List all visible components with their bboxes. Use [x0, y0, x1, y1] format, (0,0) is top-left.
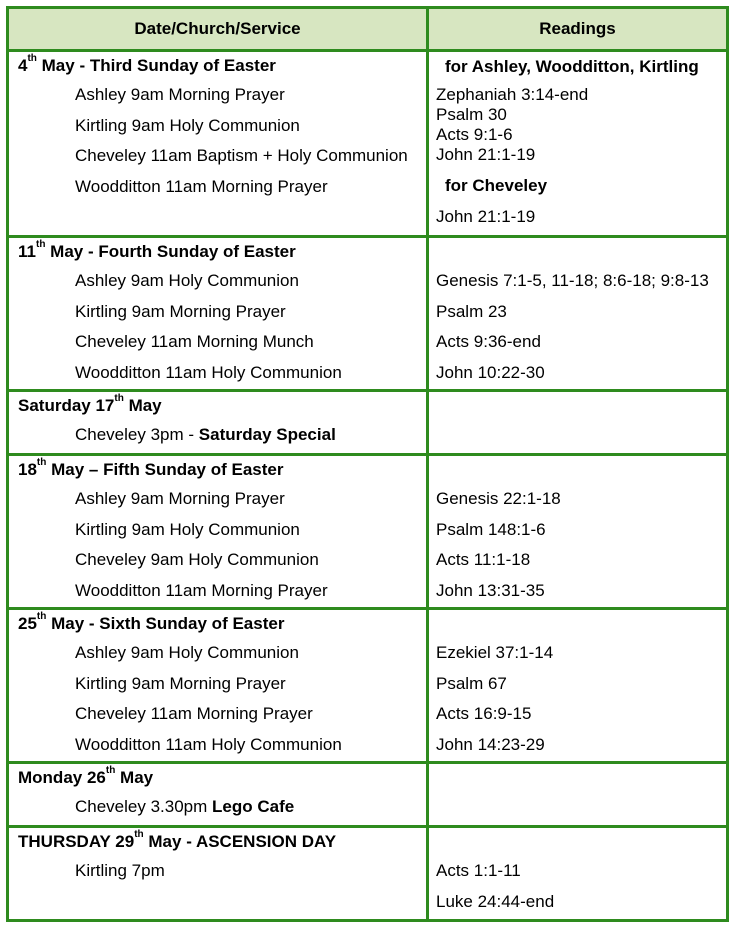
reading-item: Psalm 148:1-6: [436, 519, 546, 539]
readings-group-heading: for Ashley, Woodditton, Kirtling: [445, 57, 699, 76]
date-day: Monday 26: [18, 768, 106, 787]
date-heading: [9, 238, 426, 266]
date-day: THURSDAY 29: [18, 832, 135, 851]
reading-item: John 10:22-30: [436, 362, 545, 382]
service-text: Cheveley 3pm -: [75, 425, 199, 444]
date-day: 4: [18, 56, 28, 75]
reading-item: Genesis 7:1-5, 11-18; 8:6-18; 9:8-13: [436, 271, 709, 290]
service-highlight: Lego Cafe: [212, 797, 295, 816]
table-row: [8, 609, 728, 763]
col-header-services: Date/Church/Service: [8, 8, 428, 51]
date-day: Saturday 17: [18, 396, 115, 415]
reading-item: Psalm 30: [436, 105, 507, 124]
service-item: Woodditton 11am Holy Communion: [75, 734, 342, 754]
date-suffix: th: [105, 765, 116, 776]
table-row: [8, 827, 728, 921]
col-header-readings: Readings: [428, 8, 728, 51]
table-row: [8, 51, 728, 237]
date-suffix: th: [36, 611, 47, 622]
reading-item: Acts 1:1-11: [436, 861, 521, 880]
readings-cell: [428, 827, 728, 921]
services-cell: [8, 609, 428, 763]
readings-cell: [428, 51, 728, 237]
service-item: Kirtling 7pm: [75, 861, 165, 880]
service-item: Woodditton 11am Morning Prayer: [75, 176, 328, 196]
service-item: Cheveley 11am Baptism + Holy Communion: [75, 146, 408, 165]
reading-item: John 13:31-35: [436, 580, 545, 600]
service-item: Ashley 9am Morning Prayer: [75, 489, 285, 508]
service-item: Woodditton 11am Holy Communion: [75, 362, 342, 382]
readings-group-heading: for Cheveley: [445, 176, 548, 195]
table-row: [8, 391, 728, 455]
spacer: [429, 238, 726, 266]
services-cell: [8, 763, 428, 827]
service-item: Kirtling 9am Morning Prayer: [75, 673, 286, 693]
service-item: Ashley 9am Morning Prayer: [75, 85, 285, 104]
date-title: May - Fourth Sunday of Easter: [45, 242, 296, 261]
service-item: [9, 792, 426, 823]
reading-item: Zephaniah 3:14-end: [436, 85, 589, 104]
reading-item: Acts 16:9-15: [436, 704, 532, 723]
readings-cell: [428, 455, 728, 609]
date-heading: [9, 52, 426, 80]
service-text: Cheveley 3.30pm: [75, 797, 213, 816]
reading-item: John 21:1-19: [436, 145, 536, 164]
table-row: [8, 237, 728, 391]
services-cell: [8, 237, 428, 391]
reading-item: Genesis 22:1-18: [436, 489, 561, 508]
services-cell: [8, 455, 428, 609]
service-item: Ashley 9am Holy Communion: [75, 643, 299, 662]
reading-item: John 21:1-19: [436, 206, 536, 226]
service-item: Cheveley 11am Morning Munch: [75, 332, 314, 351]
service-item: Kirtling 9am Holy Communion: [75, 115, 300, 135]
readings-cell: [428, 237, 728, 391]
services-cell: [8, 51, 428, 237]
reading-item: Psalm 67: [436, 673, 507, 693]
service-item: [9, 420, 426, 451]
table-row: [8, 763, 728, 827]
date-suffix: th: [35, 239, 46, 250]
readings-cell: [428, 609, 728, 763]
date-title: May: [123, 396, 162, 415]
date-title: May: [115, 768, 154, 787]
date-title: May – Fifth Sunday of Easter: [46, 460, 284, 479]
date-heading: [9, 456, 426, 484]
reading-item: Acts 11:1-18: [436, 550, 531, 569]
reading-item: John 14:23-29: [436, 734, 545, 754]
services-cell: [8, 827, 428, 921]
date-title: May - Third Sunday of Easter: [36, 56, 276, 75]
date-heading: [9, 610, 426, 638]
table-row: [8, 455, 728, 609]
service-item: Ashley 9am Holy Communion: [75, 271, 299, 290]
reading-item: Ezekiel 37:1-14: [436, 643, 554, 662]
date-heading: [9, 392, 426, 420]
date-day: 25: [18, 614, 37, 633]
service-item: Woodditton 11am Morning Prayer: [75, 580, 328, 600]
date-day: 18: [18, 460, 37, 479]
spacer: [429, 828, 726, 856]
service-highlight: Saturday Special: [198, 425, 336, 444]
reading-item: Luke 24:44-end: [436, 891, 555, 911]
spacer: [429, 610, 726, 638]
date-heading: [9, 764, 426, 792]
reading-item: Psalm 23: [436, 301, 507, 321]
date-heading: [9, 828, 426, 856]
service-item: Cheveley 11am Morning Prayer: [75, 704, 313, 723]
service-item: Cheveley 9am Holy Communion: [75, 550, 319, 569]
header-row: [8, 8, 728, 51]
date-suffix: th: [27, 53, 37, 64]
date-title: May - ASCENSION DAY: [143, 832, 337, 851]
date-suffix: th: [36, 457, 47, 468]
readings-cell: [428, 391, 728, 455]
spacer: [429, 456, 726, 484]
date-suffix: th: [134, 829, 144, 840]
service-item: Kirtling 9am Holy Communion: [75, 519, 300, 539]
date-title: May - Sixth Sunday of Easter: [46, 614, 285, 633]
services-cell: [8, 391, 428, 455]
service-schedule-table: [6, 6, 729, 922]
reading-item: Acts 9:1-6: [436, 125, 513, 144]
reading-item: Acts 9:36-end: [436, 332, 541, 351]
date-suffix: th: [114, 393, 124, 404]
date-day: 11: [18, 242, 36, 261]
readings-cell: [428, 763, 728, 827]
service-item: Kirtling 9am Morning Prayer: [75, 301, 286, 321]
